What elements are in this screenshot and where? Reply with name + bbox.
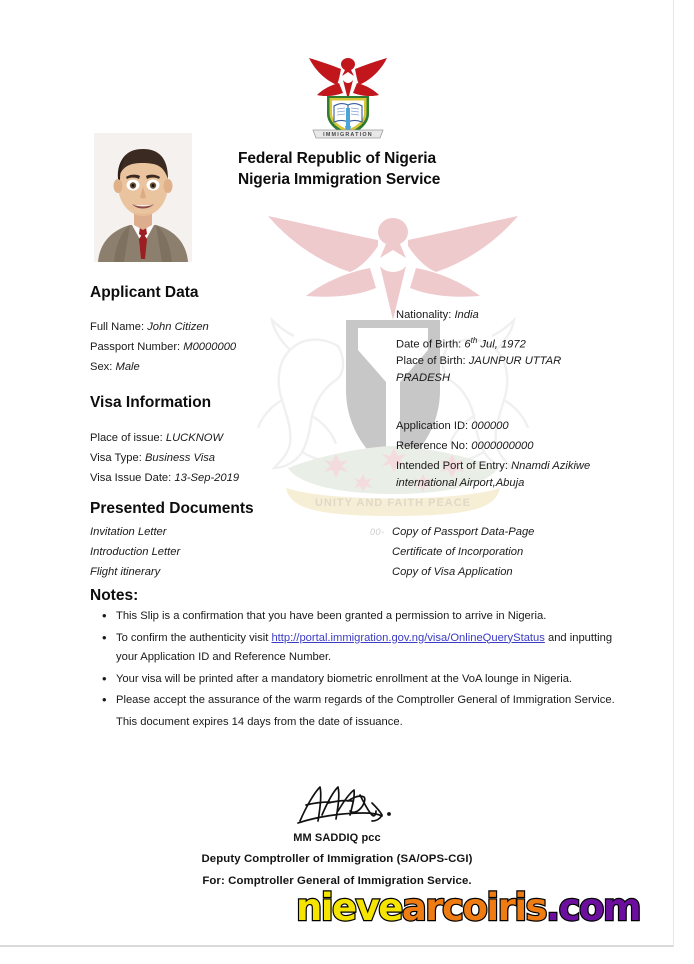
document-item-invitation-letter: Invitation Letter (90, 526, 167, 538)
document-item-introduction-letter: Introduction Letter (90, 546, 181, 558)
note-item-expiry: This document expires 14 days from the date of issuance. (116, 715, 403, 728)
field-intended-port-of-entry-label: Intended Port of Entry: (396, 460, 508, 472)
field-reference-no-label: Reference No: (396, 440, 469, 452)
field-nationality-label: Nationality: (396, 309, 452, 321)
field-sex-label: Sex: (90, 361, 113, 373)
field-date-of-birth-rest: Jul, 1972 (480, 338, 526, 351)
signatory-for-line: For: Comptroller General of Immigration Service. (202, 875, 472, 887)
section-heading-visa-information: Visa Information (90, 394, 212, 411)
field-date-of-birth-day: 6 (464, 338, 471, 351)
signatory-name: MM SADDIQ pcc (293, 832, 381, 844)
title-line-2: Nigeria Immigration Service (238, 171, 441, 188)
field-place-of-issue-label: Place of issue: (90, 432, 163, 444)
field-full-name-value: John Citizen (147, 321, 209, 333)
document-item-copy-of-visa-application: Copy of Visa Application (392, 566, 513, 578)
site-watermark-part-1: nieve (296, 886, 402, 929)
field-place-of-birth-value: JAUNPUR UTTAR PRADESH (396, 355, 562, 384)
note-item: • Please accept the assurance of the warm regards of the Comptroller General of Immigration Service. (116, 691, 616, 711)
field-application-id (396, 418, 509, 435)
watermark-artifact-text: 00- (370, 527, 385, 537)
svg-text:UNITY AND FAITH PEACE: UNITY AND FAITH PEACE (314, 497, 472, 509)
page-title (238, 148, 440, 190)
document-item-copy-of-passport-data-page: Copy of Passport Data-Page (392, 526, 535, 538)
field-passport-number (90, 339, 236, 356)
field-date-of-birth-ordinal: th (470, 336, 478, 345)
note-item: • This Slip is a confirmation that you have been granted a permission to arrive in Nigeria. (116, 607, 616, 627)
field-intended-port-of-entry-value: Nnamdi Azikiwe international Airport,Abuja (396, 460, 591, 489)
field-place-of-issue-value: LUCKNOW (165, 432, 224, 444)
field-visa-issue-date (90, 470, 239, 487)
field-date-of-birth-label: Date of Birth: (396, 338, 462, 351)
field-reference-no (396, 438, 533, 455)
field-date-of-birth (396, 332, 526, 354)
page-bottom-edge (0, 945, 674, 947)
field-full-name-label: Full Name: (90, 321, 145, 333)
svg-text:IMMIGRATION: IMMIGRATION (323, 132, 373, 138)
note-item: • Your visa will be printed after a mandatory biometric enrollment at the VoA lounge in Nigeria. (116, 670, 616, 690)
site-watermark-part-3: .com (546, 886, 641, 929)
field-passport-number-value: M0000000 (183, 341, 237, 353)
field-application-id-label: Application ID: (396, 420, 469, 432)
field-application-id-value: 000000 (471, 420, 509, 432)
site-watermark (296, 888, 640, 928)
field-place-of-birth (396, 353, 608, 387)
note-text-before: To confirm the authenticity visit (116, 631, 272, 644)
field-visa-issue-date-label: Visa Issue Date: (90, 472, 172, 484)
online-query-status-link[interactable]: http://portal.immigration.gov.ng/visa/OnlineQueryStatus (271, 631, 545, 644)
section-heading-presented-documents: Presented Documents (90, 500, 254, 517)
title-line-1: Federal Republic of Nigeria (238, 150, 436, 167)
field-place-of-issue (90, 430, 223, 447)
field-sex-value: Male (115, 361, 140, 373)
field-nationality (396, 307, 479, 324)
field-visa-type (90, 450, 215, 467)
note-item-with-link (116, 629, 616, 668)
field-visa-issue-date-value: 13-Sep-2019 (174, 472, 240, 484)
field-visa-type-value: Business Visa (144, 452, 216, 464)
field-full-name (90, 319, 209, 336)
section-heading-notes: Notes: (90, 587, 139, 604)
section-heading-applicant-data: Applicant Data (90, 284, 199, 301)
notes-list (92, 607, 616, 734)
nigeria-immigration-service-crest (305, 52, 391, 140)
field-nationality-value: India (454, 309, 479, 321)
field-place-of-birth-label: Place of Birth: (396, 355, 466, 367)
document-item-flight-itinerary: Flight itinerary (90, 566, 161, 578)
signatory-role: Deputy Comptroller of Immigration (SA/OPS-CGI) (201, 853, 473, 865)
field-passport-number-label: Passport Number: (90, 341, 181, 353)
field-intended-port-of-entry (396, 458, 608, 492)
site-watermark-part-2: arcoiris (401, 886, 547, 929)
field-visa-type-label: Visa Type: (90, 452, 142, 464)
handwritten-signature (292, 781, 396, 827)
field-reference-no-value: 0000000000 (471, 440, 534, 452)
document-item-certificate-of-incorporation: Certificate of Incorporation (392, 546, 524, 558)
avatar (94, 133, 192, 262)
note-text-after: and inputting your Application ID and Reference Number. (116, 631, 613, 663)
field-sex (90, 359, 140, 376)
